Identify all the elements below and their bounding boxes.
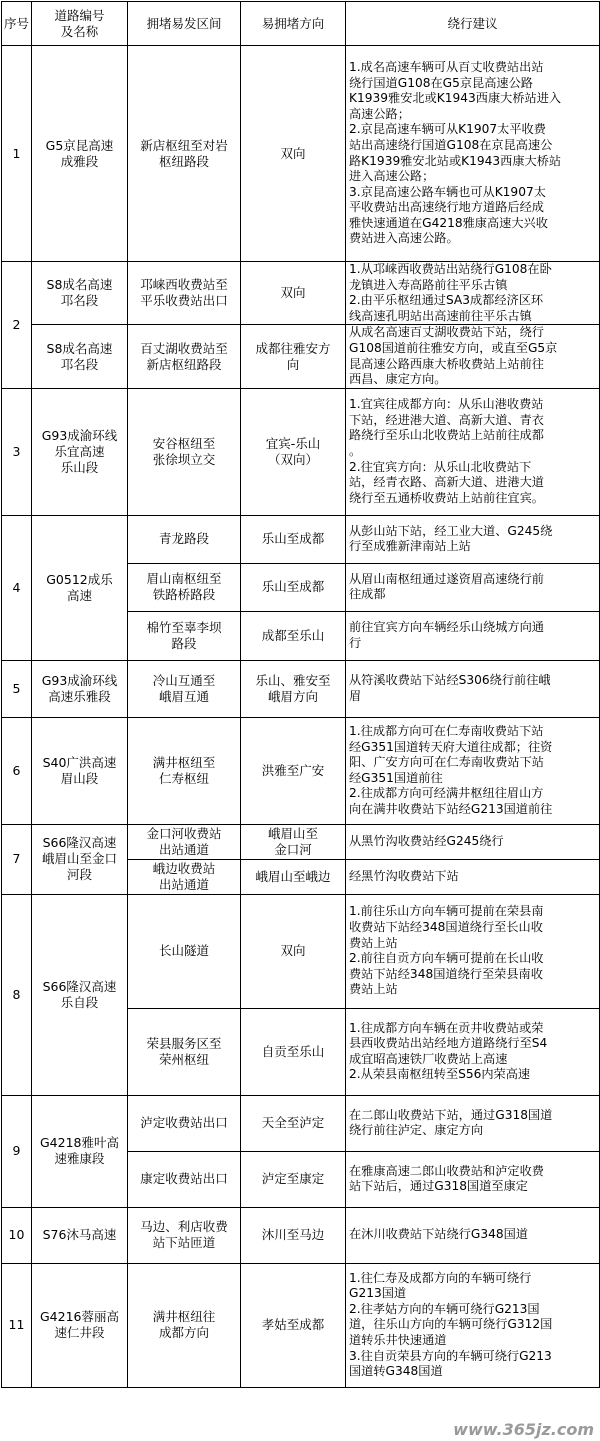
congestion-direction: 双向 (241, 46, 346, 262)
table-row (2, 660, 600, 717)
detour-suggestion: 从眉山南枢纽通过遂资眉高速绕行前 往成都 (346, 563, 600, 611)
congestion-direction: 孝姑至成都 (241, 1263, 346, 1387)
header-row (2, 2, 600, 46)
congestion-section: 泸定收费站出口 (128, 1095, 241, 1151)
road-name: G93成渝环线 高速乐雅段 (32, 660, 128, 717)
detour-suggestion: 1.前往乐山方向车辆可提前在荣县南 收费站下站经348国道绕行至长山收 费站上站 2.前往自贡方向车辆可提前在长山收 费站下站经348国道绕行至荣县南收 费站上站 (346, 894, 600, 1008)
congestion-section: 满井枢纽至 仁寿枢纽 (128, 717, 241, 824)
road-name: S66隆汉高速 峨眉山至金口 河段 (32, 824, 128, 894)
header-road: 道路编号 及名称 (32, 2, 128, 46)
congestion-direction: 峨眉山至峨边 (241, 859, 346, 894)
congestion-section: 新店枢纽至对岩 枢纽路段 (128, 46, 241, 262)
congestion-section: 百丈湖收费站至 新店枢纽路段 (128, 325, 241, 388)
detour-suggestion: 经黑竹沟收费站下站 (346, 859, 600, 894)
detour-suggestion: 1.从邛崃西收费站出站绕行G108在卧 龙镇进入寿高路前往平乐古镇 2.由平乐枢纽通过SA3成都经济区环 线高速孔明站出高速前往平乐古镇 (346, 262, 600, 325)
congestion-direction: 乐山、雅安至 峨眉方向 (241, 660, 346, 717)
congestion-direction: 宜宾-乐山 （双向） (241, 388, 346, 515)
table-row (2, 894, 600, 1008)
row-number: 2 (2, 262, 32, 389)
congestion-direction: 双向 (241, 262, 346, 325)
road-name: S40广洪高速 眉山段 (32, 717, 128, 824)
congestion-section: 荣县服务区至 荣州枢纽 (128, 1008, 241, 1095)
row-number: 5 (2, 660, 32, 717)
congestion-section: 安谷枢纽至 张徐坝立交 (128, 388, 241, 515)
road-name: G4216蓉丽高 速仁井段 (32, 1263, 128, 1387)
congestion-section: 棉竹至辜李坝 路段 (128, 611, 241, 660)
congestion-section: 金口河收费站 出站通道 (128, 824, 241, 859)
detour-suggestion: 在雅康高速二郎山收费站和泸定收费 站下站后，通过G318国道至康定 (346, 1151, 600, 1207)
row-number: 7 (2, 824, 32, 894)
detour-suggestion: 从黑竹沟收费站经G245绕行 (346, 824, 600, 859)
road-name: G0512成乐 高速 (32, 515, 128, 660)
congestion-section: 眉山南枢纽至 铁路桥路段 (128, 563, 241, 611)
table-row (2, 388, 600, 515)
road-name: S76沐马高速 (32, 1207, 128, 1263)
detour-suggestion: 1.往仁寿及成都方向的车辆可绕行 G213国道 2.往孝姑方向的车辆可绕行G213国 道，往乐山方向的车辆可绕行G312国 道转乐井快速通道 3.往自贡荣县方向的车辆可绕行G213 国道转G348国道 (346, 1263, 600, 1387)
congestion-section: 冷山互通至 峨眉互通 (128, 660, 241, 717)
congestion-direction: 乐山至成都 (241, 563, 346, 611)
table-row (2, 325, 600, 388)
table-row (2, 1095, 600, 1151)
header-section: 拥堵易发区间 (128, 2, 241, 46)
congestion-direction: 自贡至乐山 (241, 1008, 346, 1095)
detour-suggestion: 1.宜宾往成都方向：从乐山港收费站 下站，经进港大道、高新大道、青衣 路绕行至乐山北收费站上站前往成都 。 2.往宜宾方向：从乐山北收费站下 站，经青衣路、高新大道、进港大道 绕行至五通桥收费站上站前往宜宾。 (346, 388, 600, 515)
row-number: 3 (2, 388, 32, 515)
congestion-direction: 泸定至康定 (241, 1151, 346, 1207)
table-row (2, 262, 600, 325)
detour-suggestion: 在二郎山收费站下站，通过G318国道 绕行前往泸定、康定方向 (346, 1095, 600, 1151)
table-row (2, 1207, 600, 1263)
row-number: 11 (2, 1263, 32, 1387)
header-suggestion: 绕行建议 (346, 2, 600, 46)
table-row (2, 717, 600, 824)
row-number: 8 (2, 894, 32, 1095)
congestion-section: 满井枢纽往 成都方向 (128, 1263, 241, 1387)
congestion-direction: 双向 (241, 894, 346, 1008)
congestion-direction: 沐川至马边 (241, 1207, 346, 1263)
congestion-direction: 峨眉山至 金口河 (241, 824, 346, 859)
detour-suggestion: 从成名高速百丈湖收费站下站，绕行 G108国道前往雅安方向，或直至G5京 昆高速公路西康大桥收费站上站前往 西昌、康定方向。 (346, 325, 600, 388)
congestion-section: 青龙路段 (128, 515, 241, 563)
road-name: G4218雅叶高 速雅康段 (32, 1095, 128, 1207)
detour-suggestion: 从符溪收费站下站经S306绕行前往峨 眉 (346, 660, 600, 717)
detour-suggestion: 1.往成都方向可在仁寿南收费站下站 经G351国道转天府大道往成都；往资 阳、广安方向可在仁寿南收费站下站 经G351国道前往 2.往成都方向可经满井枢纽往眉山方 向在满井收费站下站经G213国道前往 (346, 717, 600, 824)
table-row (2, 515, 600, 563)
table-row (2, 1263, 600, 1387)
table-row (2, 824, 600, 859)
road-name: S66隆汉高速 乐自段 (32, 894, 128, 1095)
header-no: 序号 (2, 2, 32, 46)
congestion-direction: 成都往雅安方 向 (241, 325, 346, 388)
row-number: 4 (2, 515, 32, 660)
detour-suggestion: 1.往成都方向车辆在贡井收费站或荣 县西收费站出站经地方道路绕行至S4 成宜昭高速铁厂收费站上高速 2.从荣县南枢纽转至S56内荣高速 (346, 1008, 600, 1095)
detour-suggestion: 从彭山站下站，经工业大道、G245绕 行至成雅新津南站上站 (346, 515, 600, 563)
detour-suggestion: 在沐川收费站下站绕行G348国道 (346, 1207, 600, 1263)
congestion-direction: 天全至泸定 (241, 1095, 346, 1151)
congestion-direction: 成都至乐山 (241, 611, 346, 660)
road-name: S8成名高速 邛名段 (32, 325, 128, 388)
congestion-section: 峨边收费站 出站通道 (128, 859, 241, 894)
watermark: www.365jz.com (453, 1420, 594, 1439)
road-name: G5京昆高速 成雅段 (32, 46, 128, 262)
detour-suggestion: 前往宜宾方向车辆经乐山绕城方向通 行 (346, 611, 600, 660)
row-number: 10 (2, 1207, 32, 1263)
congestion-section: 长山隧道 (128, 894, 241, 1008)
congestion-direction: 洪雅至广安 (241, 717, 346, 824)
row-number: 9 (2, 1095, 32, 1207)
detour-suggestion: 1.成名高速车辆可从百丈收费站出站 绕行国道G108在G5京昆高速公路 K1939雅安北或K1943西康大桥站进入 高速公路； 2.京昆高速车辆可从K1907太平收费 站出高速绕行国道G108在京昆高速公 路K1939雅安北站或K1943西康大桥站 进入高速公路； 3.京昆高速公路车辆也可从K1907太 平收费站出高速绕行地方道路后经成 雅快速通道在G4218雅康高速大兴收 费站进入高速公路。 (346, 46, 600, 262)
table-row (2, 46, 600, 262)
road-name: G93成渝环线 乐宜高速 乐山段 (32, 388, 128, 515)
congestion-direction: 乐山至成都 (241, 515, 346, 563)
road-name: S8成名高速 邛名段 (32, 262, 128, 325)
row-number: 1 (2, 46, 32, 262)
congestion-section: 康定收费站出口 (128, 1151, 241, 1207)
table-body (2, 46, 600, 1388)
congestion-section: 马边、利店收费 站下站匝道 (128, 1207, 241, 1263)
row-number: 6 (2, 717, 32, 824)
header-direction: 易拥堵方向 (241, 2, 346, 46)
congestion-section: 邛崃西收费站至 平乐收费站出口 (128, 262, 241, 325)
detour-table (1, 1, 600, 1388)
